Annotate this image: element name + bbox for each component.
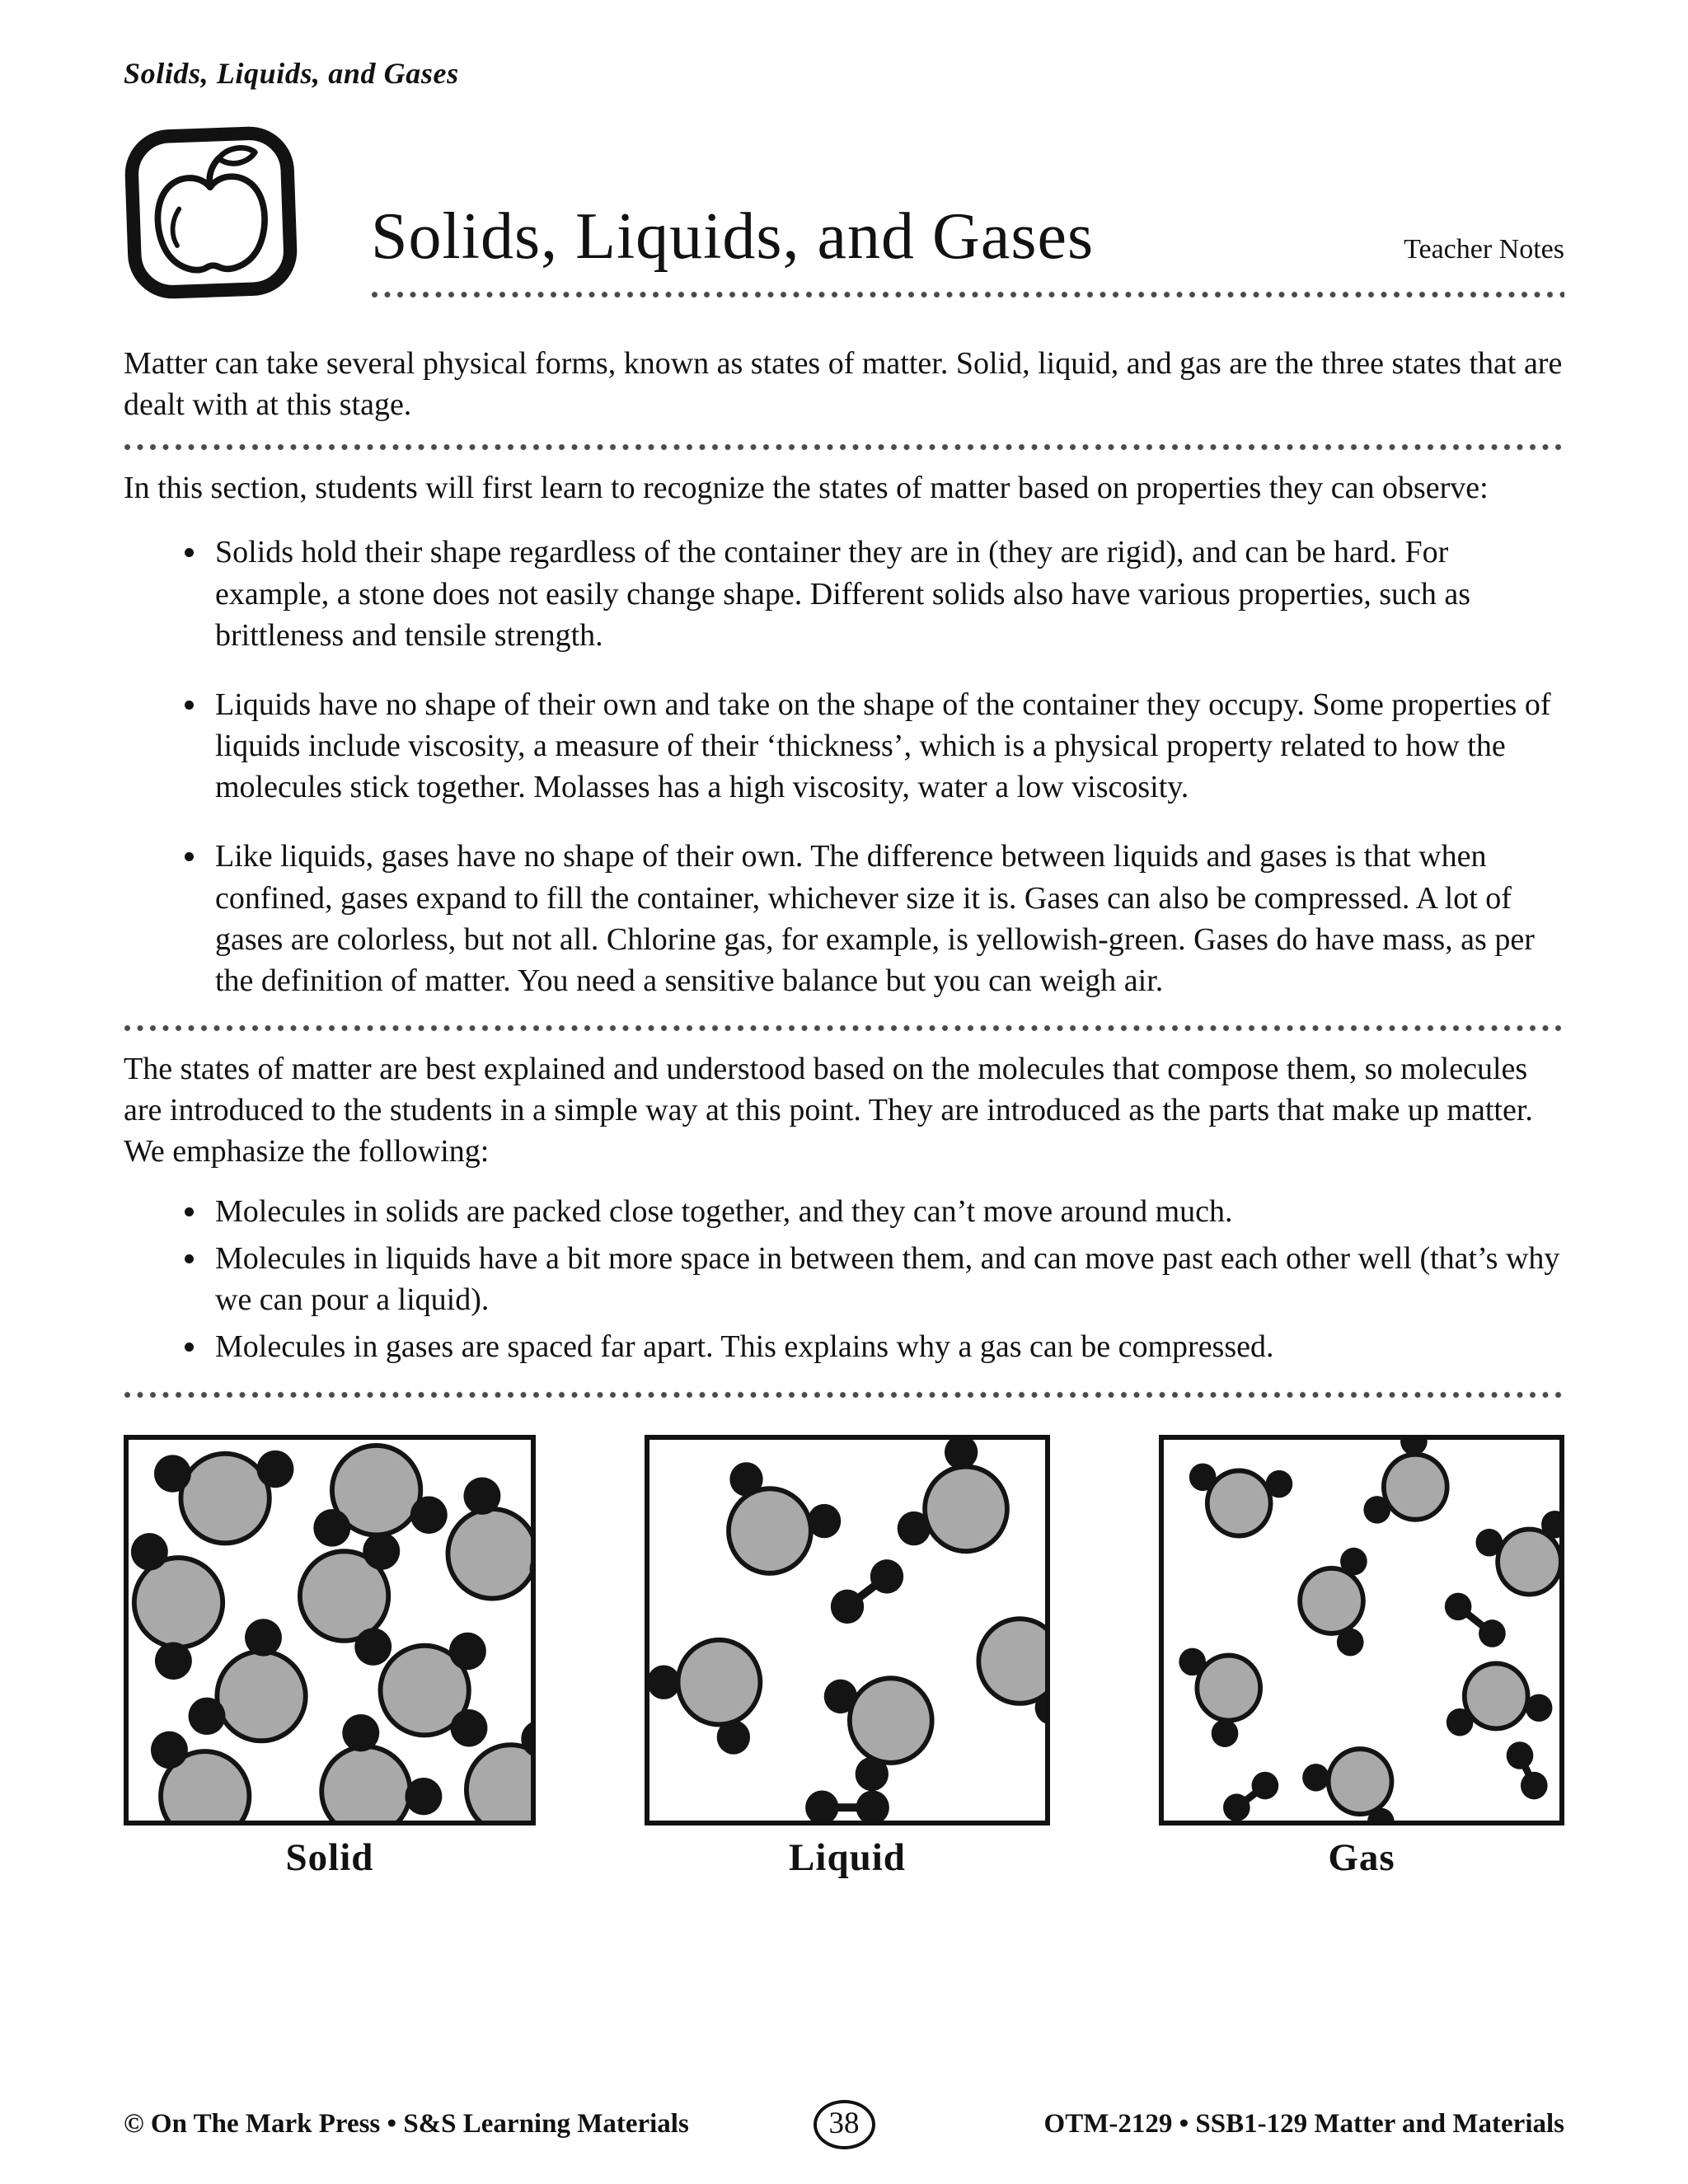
solid-caption: Solid [285,1836,374,1880]
state-diagrams [124,1435,1564,1880]
bullet-item-molecules-liquids: • Molecules in liquids have a bit more space in between them, and can move past each other well (that’s why we can pour a liquid). [209,1238,1564,1320]
title-banner [124,125,1564,300]
bullet-item-liquids: • Liquids have no shape of their own and take on the shape of the container they occupy. Some properties of liquids include viscosity, a measure of their ‘thickness’, which is a physical property related to how the molecules stick together. Molasses has a high viscosity, water a low viscosity. [209,684,1564,808]
liquid-molecule-diagram [649,1440,1045,1821]
gas-molecule-diagram [1164,1440,1559,1821]
teacher-notes-label: Teacher Notes [1404,234,1564,265]
footer-product-code: OTM-2129 • SSB1-129 Matter and Materials [1043,2109,1564,2139]
solid-diagram-figure [124,1435,536,1880]
observe-bullet-list [124,532,1564,1006]
bullet-item-molecules-solids: • Molecules in solids are packed close together, and they can’t move around much. [209,1191,1564,1232]
title-block [371,199,1564,300]
gas-caption: Gas [1328,1836,1395,1880]
page-title: Solids, Liquids, and Gases [371,200,1095,273]
dotted-divider [124,1024,1564,1032]
molecules-bullet-list [124,1191,1564,1374]
liquid-diagram-box [645,1435,1050,1825]
dotted-divider [124,1391,1564,1399]
page-number-badge: 38 [814,2100,875,2149]
gas-diagram-figure [1159,1435,1564,1880]
solid-molecule-diagram [129,1440,531,1821]
observe-lead-paragraph: In this section, students will first learn to recognize the states of matter based on properties they can observe: [124,471,1489,506]
gas-diagram-box [1159,1435,1564,1825]
title-dotted-divider [371,291,1564,298]
dotted-divider [124,443,1564,451]
bullet-item-solids: • Solids hold their shape regardless of the container they are in (they are rigid), and can be hard. For example, a stone does not easily change shape. Different solids also have various properties, such as brittleness and tensile strength. [209,532,1564,655]
solid-diagram-box [124,1435,536,1825]
running-header: Solids, Liquids, and Gases [124,57,459,90]
liquid-diagram-figure [645,1435,1050,1880]
apple-logo-icon [124,125,298,300]
molecules-lead-paragraph: The states of matter are best explained and understood based on the molecules that compose them, so molecules are introduced to the students in a simple way at this point. They are introduced as the parts that make up matter. We emphasize the following: [124,1052,1533,1169]
bullet-item-molecules-gases: • Molecules in gases are spaced far apart. This explains why a gas can be compressed. [209,1326,1564,1367]
liquid-caption: Liquid [789,1836,906,1880]
footer-publisher: © On The Mark Press • S&S Learning Materials [124,2109,689,2139]
bullet-item-gases: • Like liquids, gases have no shape of their own. The difference between liquids and gases is that when confined, gases expand to fill the container, whichever size it is. Gases can also be compressed. A lot of gases are colorless, but not all. Chlorine gas, for example, is yellowish-green. Gases do have mass, as per the definition of matter. You need a sensitive balance but you can weigh air. [209,836,1564,1001]
intro-paragraph: Matter can take several physical forms, known as states of matter. Solid, liquid, and gas are the three states that are dealt with at this stage. [124,346,1563,423]
page-footer [124,2100,1564,2149]
